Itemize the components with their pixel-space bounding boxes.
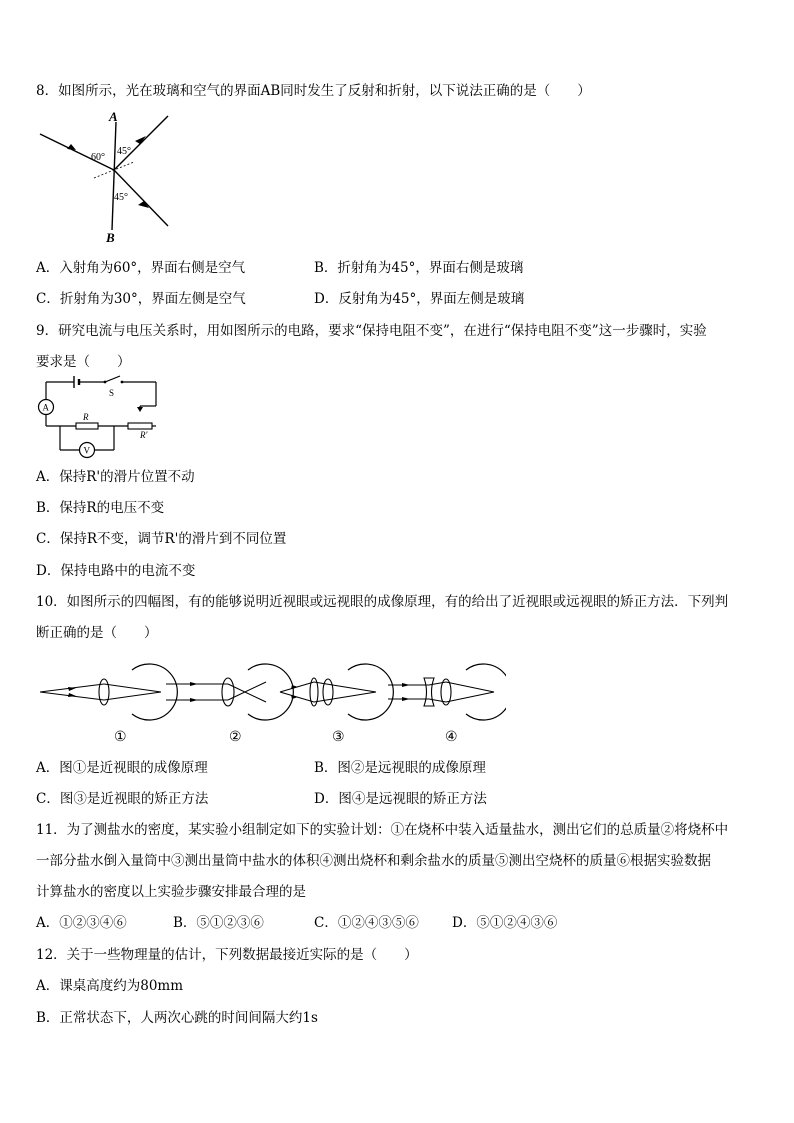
q9-stem-line1: 9．研究电流与电压关系时，用如图所示的电路，要求“保持电阻不变”，在进行“保持电阻不变”这一步骤时，实验 — [36, 323, 707, 339]
eyeball-2 — [248, 664, 293, 720]
ammeter-label: A — [42, 402, 49, 413]
q11-option-b[interactable]: B．⑤①②③⑥ — [173, 915, 264, 931]
eye-lens-1 — [99, 679, 109, 705]
eye-figure-4 — [388, 664, 506, 720]
q10-option-b[interactable]: B．图②是远视眼的成像原理 — [314, 760, 486, 776]
eyeball-3 — [348, 664, 393, 720]
q11-stem-line3: 计算盐水的密度以上实验步骤安排最合理的是 — [36, 884, 306, 900]
eye-lens-2 — [222, 678, 234, 706]
q9-option-d[interactable]: D．保持电路中的电流不变 — [36, 563, 196, 579]
q10-option-c[interactable]: C．图③是近视眼的矫正方法 — [36, 791, 209, 807]
concave-correction-lens — [424, 678, 434, 706]
eye-figure-2 — [166, 664, 293, 720]
angle-45-top: 45° — [117, 146, 131, 157]
q10-option-a[interactable]: A．图①是近视眼的成像原理 — [36, 760, 208, 776]
rheostat-label: R′ — [140, 430, 148, 440]
q12-stem: 12．关于一些物理量的估计，下列数据最接近实际的是（ ） — [36, 947, 418, 963]
q8-stem: 8．如图所示，光在玻璃和空气的界面AB同时发生了反射和折射，以下说法正确的是（ ） — [36, 83, 591, 99]
eye-figure-label-4: ④ — [445, 730, 458, 745]
q12-option-b[interactable]: B．正常状态下，人两次心跳的时间间隔大约1s — [36, 1010, 318, 1026]
interface-ab-line — [112, 122, 116, 230]
q10-option-d[interactable]: D．图④是远视眼的矫正方法 — [314, 791, 487, 807]
q8-refraction-figure — [36, 108, 186, 246]
switch-label: S — [109, 388, 115, 398]
label-a: A — [109, 109, 118, 124]
switch-blade — [105, 376, 120, 382]
reflected-ray — [114, 116, 168, 170]
eyeball-1 — [132, 664, 177, 720]
eye-figure-label-2: ② — [229, 730, 242, 745]
q8-option-b[interactable]: B．折射角为45°，界面右侧是玻璃 — [314, 260, 524, 276]
q10-stem-line2: 断正确的是（ ） — [36, 625, 158, 641]
resistor-label: R — [83, 412, 89, 422]
eye-figure-3 — [280, 664, 393, 720]
q9-option-b[interactable]: B．保持R的电压不变 — [36, 500, 165, 516]
q9-circuit-figure — [36, 374, 166, 462]
angle-60: 60° — [91, 152, 105, 163]
q11-option-c[interactable]: C．①②④③⑤⑥ — [314, 915, 419, 931]
q11-option-d[interactable]: D．⑤①②④③⑥ — [452, 915, 558, 931]
incident-arrow — [67, 144, 76, 150]
rheostat-r-prime — [128, 423, 152, 429]
q12-option-a[interactable]: A．课桌高度约为80mm — [36, 978, 184, 994]
q9-option-c[interactable]: C．保持R不变，调节R'的滑片到不同位置 — [36, 531, 287, 547]
q11-stem-line2: 一部分盐水倒入量筒中③测出量筒中盐水的体积④测出烧杯和剩余盐水的质量⑤测出空烧杯的质量⑥根据实验数据 — [36, 853, 711, 869]
q8-option-a[interactable]: A．入射角为60°，界面右侧是空气 — [36, 260, 246, 276]
eyeball-4 — [466, 664, 506, 720]
q8-option-c[interactable]: C．折射角为30°，界面左侧是空气 — [36, 291, 246, 307]
q11-stem-line1: 11．为了测盐水的密度，某实验小组制定如下的实验计划：①在烧杯中装入适量盐水，测出它们的总质量②将烧杯中 — [36, 822, 729, 838]
resistor-r — [76, 423, 98, 429]
voltmeter-label: V — [83, 445, 90, 456]
label-b: B — [106, 230, 115, 245]
q9-stem-line2: 要求是（ ） — [36, 354, 131, 370]
eye-figure-1 — [40, 664, 177, 720]
angle-45-bottom: 45° — [114, 192, 128, 203]
q10-stem-line1: 10．如图所示的四幅图，有的能够说明近视眼或远视眼的成像原理，有的给出了近视眼或远视眼的矫正方法．下列判 — [36, 594, 729, 610]
eye-figure-label-1: ① — [114, 730, 127, 745]
q11-option-a[interactable]: A．①②③④⑥ — [36, 915, 127, 931]
q9-option-a[interactable]: A．保持R'的滑片位置不动 — [36, 469, 195, 485]
q8-option-d[interactable]: D．反射角为45°，界面左侧是玻璃 — [314, 291, 525, 307]
eye-lens-3 — [323, 679, 333, 705]
eye-figure-label-3: ③ — [332, 730, 345, 745]
q10-eye-figures — [36, 652, 506, 748]
